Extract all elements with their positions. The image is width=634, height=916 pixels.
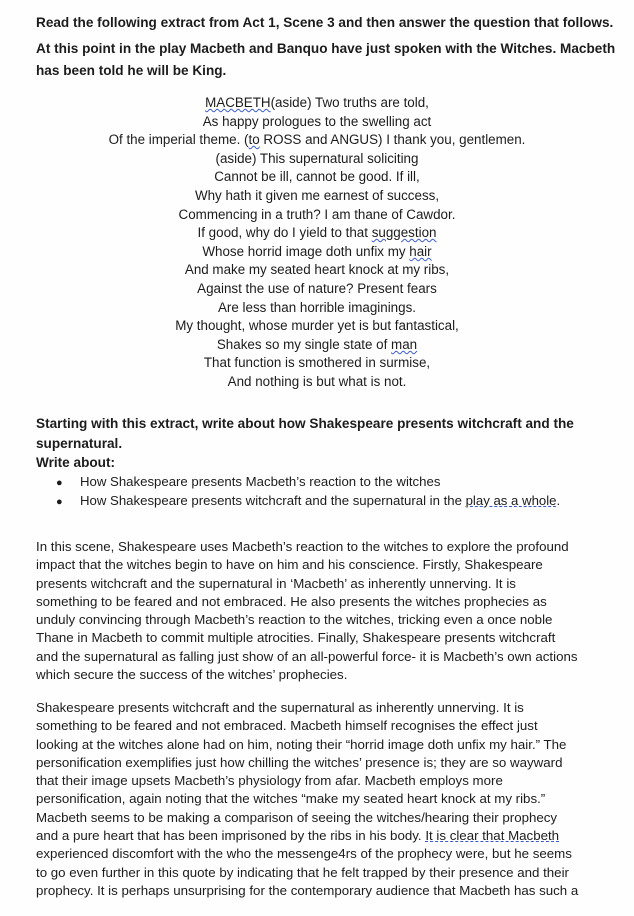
paragraph-line: personification, again noting that the witches “make my seated heart knock at my ribs.”: [36, 791, 546, 807]
extract-line: [0, 131, 634, 149]
extract-line: [0, 94, 634, 112]
paragraph-line: [36, 827, 626, 845]
extract-line-text: Why hath it given me earnest of success,: [194, 188, 440, 203]
paragraph-line: personification exemplifies just how chilling the witches’ presence is; they are so wayward: [36, 754, 563, 770]
extract-line-text: Shakes so my single state of: [216, 336, 392, 352]
paragraph-line: and the supernatural as falling just show of an all-powerful force- it is Macbeth’s own actions: [36, 648, 578, 664]
extract-line: [0, 354, 634, 372]
flagged-phrase: It is clear that Macbeth: [425, 828, 560, 844]
extract-line: [0, 243, 634, 261]
extract-line: [0, 224, 634, 242]
paragraph-line: In this scene, Shakespeare uses Macbeth’s reaction to the witches to explore the profound: [36, 539, 569, 554]
paragraph-line-text: and a pure heart that has been imprisoned by the ribs in his body.: [36, 828, 426, 844]
extract-line: [0, 261, 634, 279]
extract-line-text: Against the use of nature? Present fears: [197, 281, 437, 296]
paragraph-line: to go even further in this quote by indicating that he felt trapped by their presence and their: [36, 864, 569, 880]
extract-line: [0, 299, 634, 317]
extract-line: [0, 113, 634, 131]
extract-line-text: ROSS and ANGUS) I thank you, gentlemen.: [259, 132, 526, 148]
paragraph-line: looking at the witches alone had on him, noting their “horrid image doth unfix my hair.” The: [36, 736, 567, 752]
extract-line-text: (aside) This supernatural soliciting: [215, 150, 419, 166]
write-about-label: Write about:: [36, 455, 116, 470]
instruction-heading-line-2: At this point in the play Macbeth and Banquo have just spoken with the Witches. Macbeth: [36, 41, 616, 56]
extract-flagged-word: suggestion: [371, 225, 437, 241]
paragraph-line: Macbeth seems to be making a comparison of seeing the witches/hearing their prophecy: [36, 809, 558, 825]
paragraph-line: presents witchcraft and the supernatural in ‘Macbeth’ as inherently unnerving. It is: [36, 575, 516, 591]
paragraph-line: unduly convincing through Macbeth’s reaction to the witches, tricking even a once noble: [36, 612, 553, 628]
extract-line: [0, 206, 634, 224]
extract-line-text: Cannot be ill, cannot be good. If ill,: [214, 169, 420, 185]
paragraph-line: something to be feared and not embraced. He also presents the witches prophecies as: [36, 593, 547, 609]
paragraph-line: experienced discomfort with the who the messenge4rs of the prophecy were, but he seems: [36, 846, 572, 862]
extract-line-text: If good, why do I yield to that: [197, 225, 372, 241]
extract-flagged-word: to: [248, 132, 260, 148]
extract-line-text: Of the imperial theme. (: [108, 132, 249, 148]
extract-line: [0, 168, 634, 186]
bullet-flagged-phrase: play as a whole: [465, 493, 557, 508]
answer-paragraph-2: [36, 699, 626, 900]
paragraph-line: Thane in Macbeth to commit multiple atrocities. Finally, Shakespeare presents witchcraft: [36, 630, 556, 646]
bullet-icon: ●: [56, 496, 63, 508]
question-heading-line-1: Starting with this extract, write about how Shakespeare presents witchcraft and the: [36, 416, 574, 431]
bullet-icon: ●: [56, 477, 63, 489]
extract-flagged-word: hair: [409, 243, 432, 259]
extract-line: [0, 150, 634, 168]
bullet-item: [56, 491, 560, 512]
extract-line: [0, 317, 634, 335]
extract-line-text: Commencing in a truth? I am thane of Cawdor.: [178, 206, 456, 222]
extract-line-text: As happy prologues to the swelling act: [202, 113, 432, 129]
bullet-text: How Shakespeare presents witchcraft and the supernatural in the: [80, 493, 466, 508]
speaker-name: MACBETH: [205, 95, 271, 110]
instruction-heading-line-1: Read the following extract from Act 1, Scene 3 and then answer the question that follows.: [36, 15, 614, 30]
extract-line-text: Whose horrid image doth unfix my: [202, 243, 410, 259]
bullet-item: [56, 472, 440, 493]
extract-line: [0, 336, 634, 354]
extract-line-text: And make my seated heart knock at my ribs,: [184, 262, 450, 278]
paragraph-line: prophecy. It is perhaps unsurprising for the contemporary audience that Macbeth has such a: [36, 882, 579, 898]
extract-line-text: And nothing is but what is not.: [227, 374, 407, 389]
extract-line-text: (aside) Two truths are told,: [270, 95, 429, 110]
question-heading: [36, 414, 616, 454]
extract-line: [0, 187, 634, 205]
extract-line: [0, 280, 634, 298]
bullet-text: How Shakespeare presents Macbeth’s reaction to the witches: [80, 474, 441, 489]
extract-line: [0, 373, 634, 391]
bullet-text: .: [556, 493, 561, 508]
extract-line-text: My thought, whose murder yet is but fantastical,: [175, 318, 459, 334]
instruction-heading-line-3: has been told he will be King.: [36, 63, 227, 78]
extract-line-text: Are less than horrible imaginings.: [218, 299, 416, 315]
paragraph-line: that their image upsets Macbeth’s physiology from afar. Macbeth employs more: [36, 773, 503, 789]
paragraph-line: impact that the witches begin to have on him and his conscience. Firstly, Shakespeare: [36, 557, 543, 573]
question-heading-line-2: supernatural.: [36, 436, 123, 451]
extract-flagged-word: man: [391, 336, 418, 352]
paragraph-line: which secure the success of the witches’ prophecies.: [36, 667, 348, 683]
paragraph-line: something to be feared and not embraced. Macbeth himself recognises the effect just: [36, 718, 538, 734]
answer-paragraph-1: [36, 538, 626, 684]
paragraph-line: Shakespeare presents witchcraft and the supernatural as inherently unnerving. It is: [36, 700, 524, 715]
extract-line-text: That function is smothered in surmise,: [203, 355, 431, 371]
